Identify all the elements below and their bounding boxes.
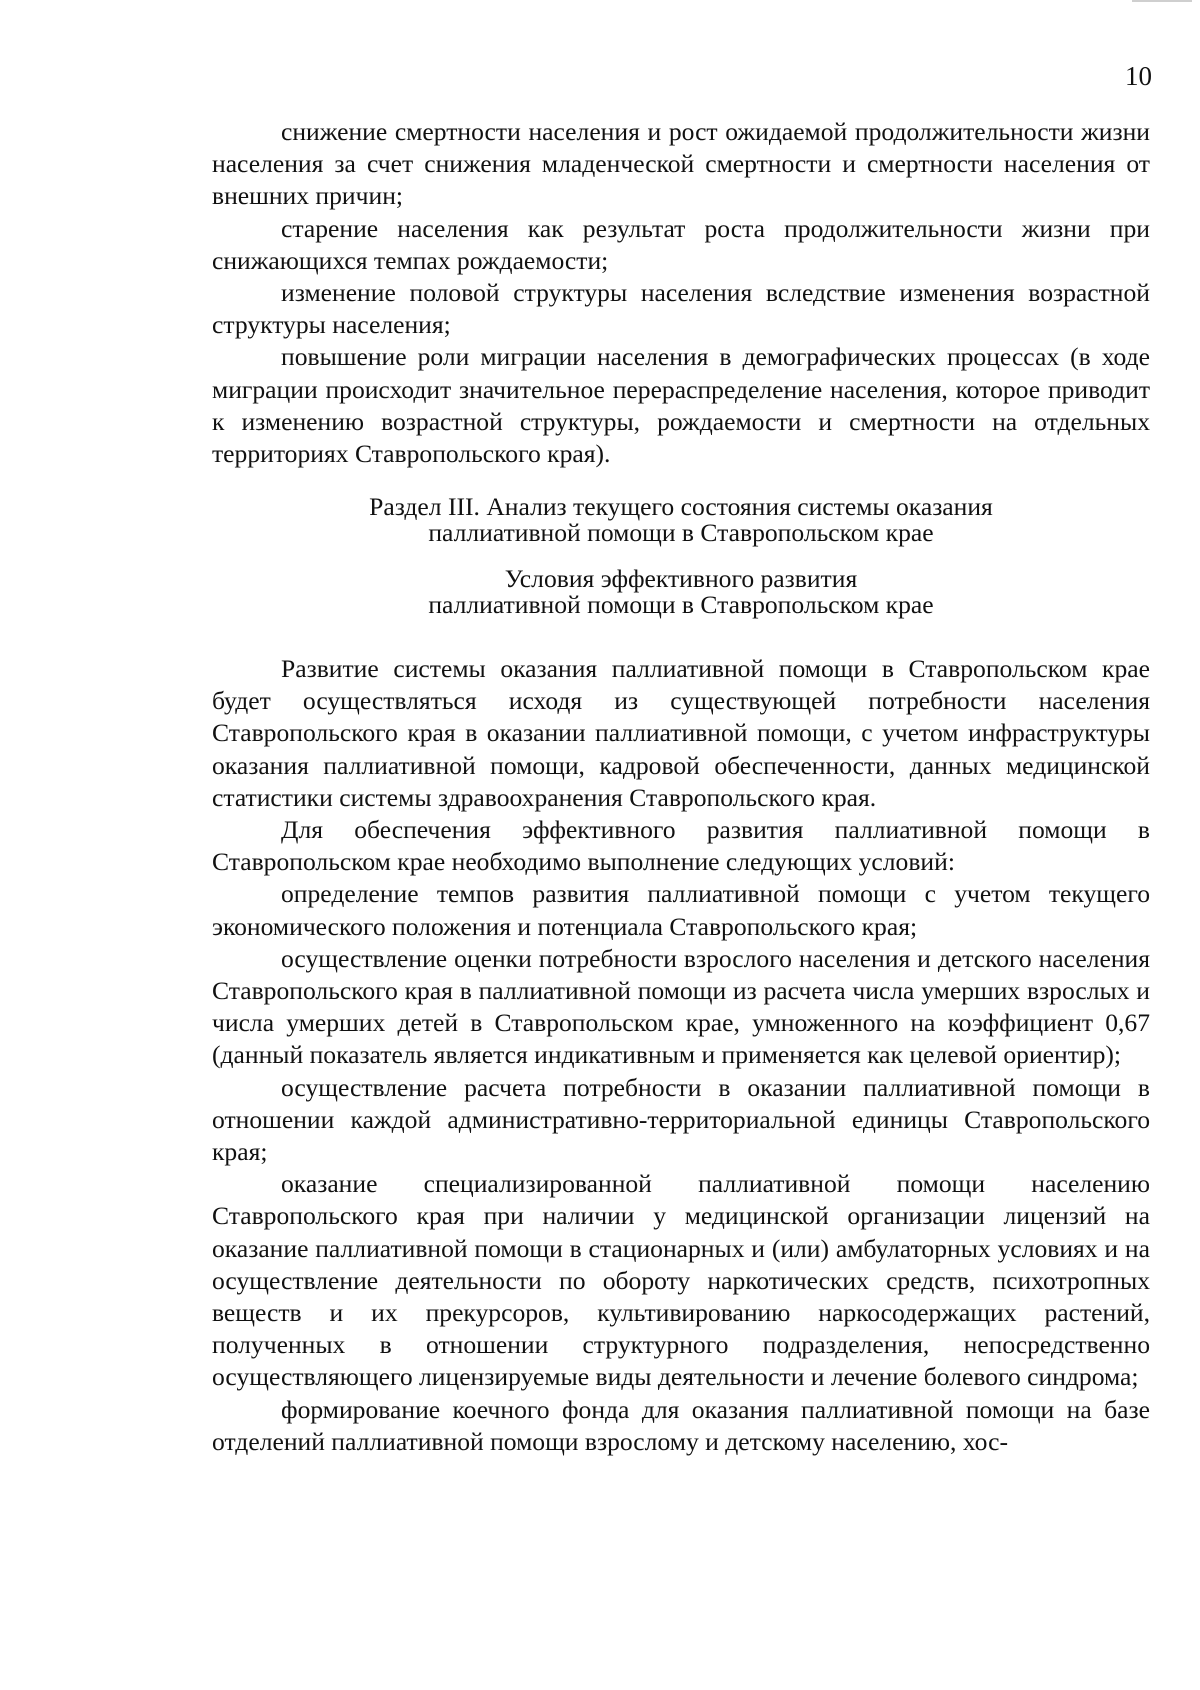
page-number: 10 [1125,61,1152,91]
section-subheading [212,566,1150,618]
paragraph: осуществление оценки потребности взрослого населения и детского населения Ставропольского края в паллиативной помощи из расчета числа умерших взрослых и числа умерших детей в Ставропольском крае, умноженного на коэффициент 0,67 (данный показатель является индикативным и применяется как целевой ориентир); [212,943,1150,1070]
paragraph: старение населения как результат роста продолжительности жизни при снижающихся темпах рождаемости; [212,213,1150,275]
subheading-line: Условия эффективного развития [504,564,858,593]
paragraph: повышение роли миграции населения в демографических процессах (в ходе миграции происходит значительное перераспределение населения, которое приводит к изменению возрастной структуры, рождаемости и смертности на отдельных территориях Ставропольского края). [212,342,1150,469]
paragraph: определение темпов развития паллиативной помощи с учетом текущего экономического положения и потенциала Ставропольского края; [212,879,1150,941]
paragraph: формирование коечного фонда для оказания паллиативной помощи на базе отделений паллиативной помощи взрослому и детскому населению, хос- [212,1394,1150,1456]
body-text-main [212,653,1150,1458]
scan-edge-mark [1132,0,1192,2]
paragraph: изменение половой структуры населения вследствие изменения возрастной структуры населения; [212,278,1150,340]
body-text-top [212,116,1150,470]
paragraph: Для обеспечения эффективного развития паллиативной помощи в Ставропольском крае необходимо выполнение следующих условий: [212,815,1150,877]
paragraph: Развитие системы оказания паллиативной помощи в Ставропольском крае будет осуществляться исходя из существующей потребности населения Ставропольского края в оказании паллиативной помощи, с учетом инфраструктуры оказания паллиативной помощи, кадровой обеспеченности, данных медицинской статистики системы здравоохранения Ставропольского края. [212,654,1150,812]
subheading-line: паллиативной помощи в Ставропольском крае [428,590,934,619]
paragraph: осуществление расчета потребности в оказании паллиативной помощи в отношении каждой административно-территориальной единицы Ставропольского края; [212,1072,1150,1167]
section-heading [212,494,1150,546]
paragraph: оказание специализированной паллиативной помощи населению Ставропольского края при наличии у медицинской организации лицензий на оказание паллиативной помощи в стационарных и (или) амбулаторных условиях и на осуществление деятельности по обороту наркотических средств, психотропных веществ и их прекурсоров, культивированию наркосодержащих растений, полученных в отношении структурного подразделения, непосредственно осуществляющего лицензируемые виды деятельности и лечение болевого синдрома; [212,1169,1150,1392]
section-heading-line: Раздел III. Анализ текущего состояния системы оказания [369,492,993,521]
paragraph: снижение смертности населения и рост ожидаемой продолжительности жизни населения за счет снижения младенческой смертности и смертности населения от внешних причин; [212,117,1150,211]
section-heading-line: паллиативной помощи в Ставропольском крае [428,518,934,547]
